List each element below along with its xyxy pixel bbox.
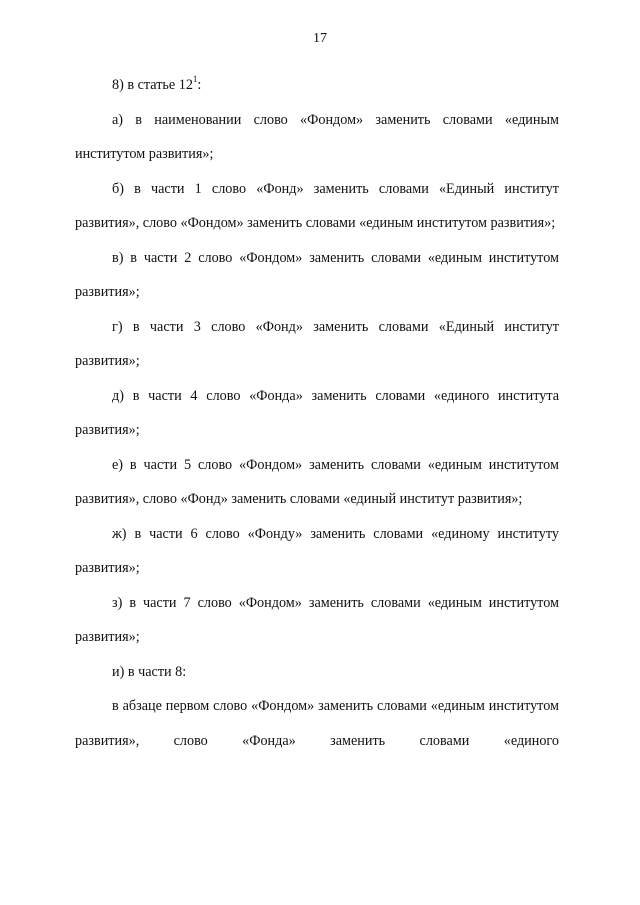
article-heading-suffix: : bbox=[197, 77, 202, 93]
paragraph-first-abzac: в абзаце первом слово «Фондом» заменить словами «единым институтом развития», слово «Фонда» заменить словами «единого bbox=[75, 698, 559, 749]
article-heading-text: 8) в статье 12 bbox=[112, 77, 193, 93]
paragraph-b: б) в части 1 слово «Фонд» заменить словами «Единый институт развития», слово «Фондом» заменить словами «единым институтом развития»; bbox=[75, 180, 559, 231]
paragraph-e: е) в части 5 слово «Фондом» заменить словами «единым институтом развития», слово «Фонд» заменить словами «единый институт развития»; bbox=[75, 456, 559, 507]
paragraph-zh: ж) в части 6 слово «Фонду» заменить словами «единому институту развития»; bbox=[75, 525, 559, 576]
article-heading bbox=[75, 68, 559, 103]
page-number: 17 bbox=[313, 31, 327, 46]
document-body bbox=[75, 68, 559, 758]
paragraph-d: д) в части 4 слово «Фонда» заменить словами «единого института развития»; bbox=[75, 387, 559, 438]
paragraph-g: г) в части 3 слово «Фонд» заменить словами «Единый институт развития»; bbox=[75, 318, 559, 369]
paragraph-v: в) в части 2 слово «Фондом» заменить словами «единым институтом развития»; bbox=[75, 249, 559, 300]
paragraph-i: и) в части 8: bbox=[112, 663, 187, 680]
paragraph-z: з) в части 7 слово «Фондом» заменить словами «единым институтом развития»; bbox=[75, 594, 559, 645]
paragraph-a: а) в наименовании слово «Фондом» заменить словами «единым институтом развития»; bbox=[75, 111, 559, 162]
article-superscript: 1 bbox=[192, 74, 198, 85]
